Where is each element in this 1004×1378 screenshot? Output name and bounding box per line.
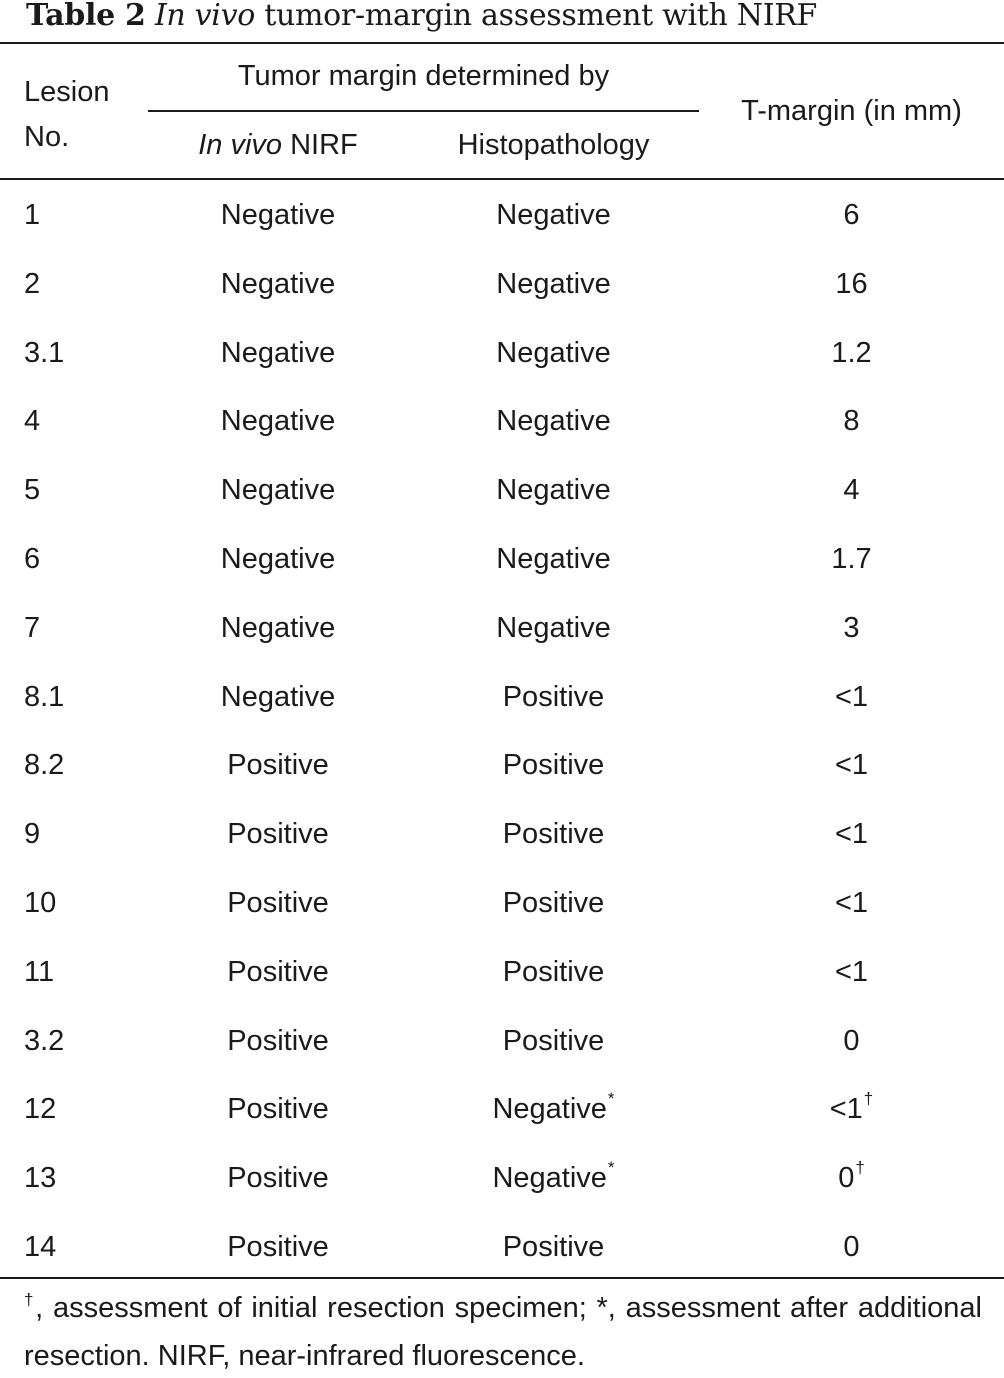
- cell-tmargin-value: <1: [834, 680, 869, 713]
- table-row: [0, 663, 1004, 732]
- histo-footnote-mark: *: [607, 1158, 615, 1178]
- cell-nirf: Negative: [220, 680, 336, 713]
- cell-tmargin-value: 1.7: [831, 542, 872, 575]
- cell-histopathology-value: Negative: [496, 542, 611, 575]
- cell-histopathology: [408, 1144, 699, 1213]
- cell-histopathology: [408, 456, 699, 525]
- cell-lesion: 11: [24, 955, 55, 988]
- cell-lesion: 5: [24, 474, 41, 507]
- table-row: [0, 800, 1004, 869]
- header-nirf-text: NIRF: [290, 129, 358, 161]
- cell-histopathology-value: Positive: [502, 1024, 605, 1057]
- cell-lesion: 3.1: [24, 336, 65, 369]
- bottom-rule: [0, 1277, 1004, 1279]
- cell-lesion: 13: [24, 1162, 57, 1195]
- cell-nirf: Positive: [227, 749, 329, 782]
- cell-tmargin: [699, 1007, 1004, 1076]
- header-tmargin: T-margin (in mm): [741, 95, 962, 127]
- cell-histopathology: [408, 181, 699, 250]
- cell-lesion: 9: [24, 818, 41, 851]
- cell-lesion: 7: [24, 611, 41, 644]
- footnote-text: , assessment of initial resection specimen; *, assessment after additional resection. NIRF, near-infrared fluorescence.: [24, 1292, 982, 1372]
- cell-histopathology-value: Positive: [502, 818, 605, 851]
- cell-nirf: Positive: [227, 1162, 329, 1195]
- cell-lesion: 8.1: [24, 680, 65, 713]
- cell-nirf: Positive: [227, 818, 329, 851]
- table-row: [0, 525, 1004, 594]
- cell-tmargin-value: 4: [843, 474, 860, 507]
- cell-tmargin-value: 0: [843, 1230, 860, 1263]
- cell-histopathology-value: Negative: [492, 1162, 607, 1195]
- histo-footnote-mark: *: [607, 1089, 615, 1109]
- cell-tmargin: [699, 319, 1004, 388]
- tmargin-footnote-mark: †: [855, 1158, 865, 1178]
- cell-tmargin-value: 6: [843, 199, 860, 231]
- tmargin-footnote-mark: †: [863, 1089, 874, 1109]
- cell-histopathology-value: Positive: [502, 886, 605, 919]
- cell-histopathology-value: Negative: [496, 611, 611, 644]
- caption-text: tumor-margin assessment with NIRF: [264, 0, 818, 33]
- cell-tmargin: [699, 181, 1004, 250]
- table-row: [0, 1075, 1004, 1144]
- table-caption: [26, 0, 817, 36]
- cell-tmargin-value: 3: [843, 611, 860, 644]
- table-row: [0, 938, 1004, 1007]
- cell-nirf: Negative: [220, 199, 336, 231]
- table-row: [0, 1007, 1004, 1076]
- cell-tmargin: [699, 250, 1004, 319]
- cell-histopathology-value: Negative: [492, 1093, 607, 1126]
- cell-lesion: 10: [24, 886, 57, 919]
- cell-nirf: Positive: [227, 1230, 329, 1263]
- cell-histopathology: [408, 594, 699, 663]
- cell-histopathology-value: Negative: [496, 267, 611, 300]
- cell-histopathology: [408, 869, 699, 938]
- header-nirf: [148, 127, 408, 163]
- cell-tmargin: [699, 938, 1004, 1007]
- cell-histopathology: [408, 938, 699, 1007]
- cell-histopathology-value: Negative: [496, 405, 611, 438]
- header-group-rule: [148, 110, 699, 112]
- cell-tmargin: [699, 663, 1004, 732]
- table-body: [0, 181, 1004, 1282]
- header-nirf-italic: In vivo: [198, 129, 283, 161]
- cell-lesion: 3.2: [24, 1024, 65, 1057]
- header-group: Tumor margin determined by: [237, 60, 610, 92]
- cell-lesion: 2: [24, 267, 41, 300]
- cell-nirf: Negative: [220, 474, 336, 507]
- cell-lesion: 8.2: [24, 749, 65, 782]
- header-rule: [0, 178, 1004, 180]
- cell-tmargin: [699, 387, 1004, 456]
- cell-histopathology-value: Positive: [502, 680, 605, 713]
- caption-italic: In vivo: [154, 0, 255, 33]
- cell-tmargin-value: <1: [829, 1093, 863, 1126]
- header-lesion-line2: No.: [24, 121, 70, 153]
- table-row: [0, 387, 1004, 456]
- cell-histopathology-value: Positive: [502, 955, 605, 988]
- table-row: [0, 869, 1004, 938]
- cell-tmargin-value: 16: [835, 267, 868, 300]
- top-rule: [0, 42, 1004, 44]
- cell-histopathology: [408, 319, 699, 388]
- cell-histopathology-value: Positive: [502, 749, 605, 782]
- cell-tmargin-value: <1: [834, 818, 869, 851]
- cell-tmargin-value: <1: [834, 749, 869, 782]
- table-row: [0, 1144, 1004, 1213]
- cell-lesion: 12: [24, 1093, 57, 1126]
- cell-lesion: 6: [24, 542, 41, 575]
- table-row: [0, 731, 1004, 800]
- cell-histopathology: [408, 1007, 699, 1076]
- cell-tmargin-value: 0: [838, 1162, 855, 1195]
- cell-histopathology-value: Negative: [496, 474, 611, 507]
- cell-nirf: Positive: [227, 1024, 329, 1057]
- cell-nirf: Negative: [220, 336, 336, 369]
- cell-histopathology-value: Positive: [502, 1230, 605, 1263]
- table-row: [0, 456, 1004, 525]
- cell-tmargin: [699, 1144, 1004, 1213]
- cell-histopathology-value: Negative: [496, 336, 611, 369]
- cell-nirf: Negative: [220, 611, 336, 644]
- cell-tmargin-value: <1: [834, 955, 869, 988]
- cell-histopathology: [408, 800, 699, 869]
- cell-histopathology: [408, 525, 699, 594]
- cell-histopathology-value: Negative: [496, 199, 611, 231]
- cell-histopathology: [408, 250, 699, 319]
- cell-nirf: Negative: [220, 267, 336, 300]
- cell-tmargin: [699, 869, 1004, 938]
- cell-tmargin-value: 8: [843, 405, 860, 438]
- table-row: [0, 181, 1004, 250]
- table-row: [0, 250, 1004, 319]
- cell-histopathology: [408, 731, 699, 800]
- cell-histopathology: [408, 387, 699, 456]
- cell-nirf: Positive: [227, 886, 329, 919]
- footnote: [24, 1286, 982, 1378]
- table-row: [0, 1213, 1004, 1282]
- cell-tmargin: [699, 594, 1004, 663]
- header-lesion: [24, 70, 144, 160]
- cell-lesion: 4: [24, 405, 41, 438]
- cell-tmargin-value: 0: [843, 1024, 860, 1057]
- cell-lesion: 14: [24, 1230, 57, 1263]
- table-row: [0, 594, 1004, 663]
- footnote-dagger: †: [24, 1290, 36, 1309]
- cell-tmargin-value: 1.2: [831, 336, 872, 369]
- cell-histopathology: [408, 663, 699, 732]
- cell-histopathology: [408, 1075, 699, 1144]
- table-row: [0, 319, 1004, 388]
- cell-tmargin: [699, 1213, 1004, 1282]
- cell-nirf: Positive: [227, 955, 329, 988]
- cell-nirf: Negative: [220, 542, 336, 575]
- cell-nirf: Negative: [220, 405, 336, 438]
- cell-nirf: Positive: [227, 1093, 329, 1126]
- cell-tmargin: [699, 731, 1004, 800]
- cell-tmargin: [699, 800, 1004, 869]
- header-lesion-line1: Lesion: [24, 76, 110, 108]
- caption-label: Table 2: [26, 0, 146, 33]
- cell-tmargin: [699, 1075, 1004, 1144]
- cell-tmargin: [699, 456, 1004, 525]
- cell-histopathology: [408, 1213, 699, 1282]
- cell-tmargin: [699, 525, 1004, 594]
- cell-tmargin-value: <1: [834, 886, 869, 919]
- cell-lesion: 1: [24, 199, 41, 231]
- header-histopathology: Histopathology: [457, 129, 650, 161]
